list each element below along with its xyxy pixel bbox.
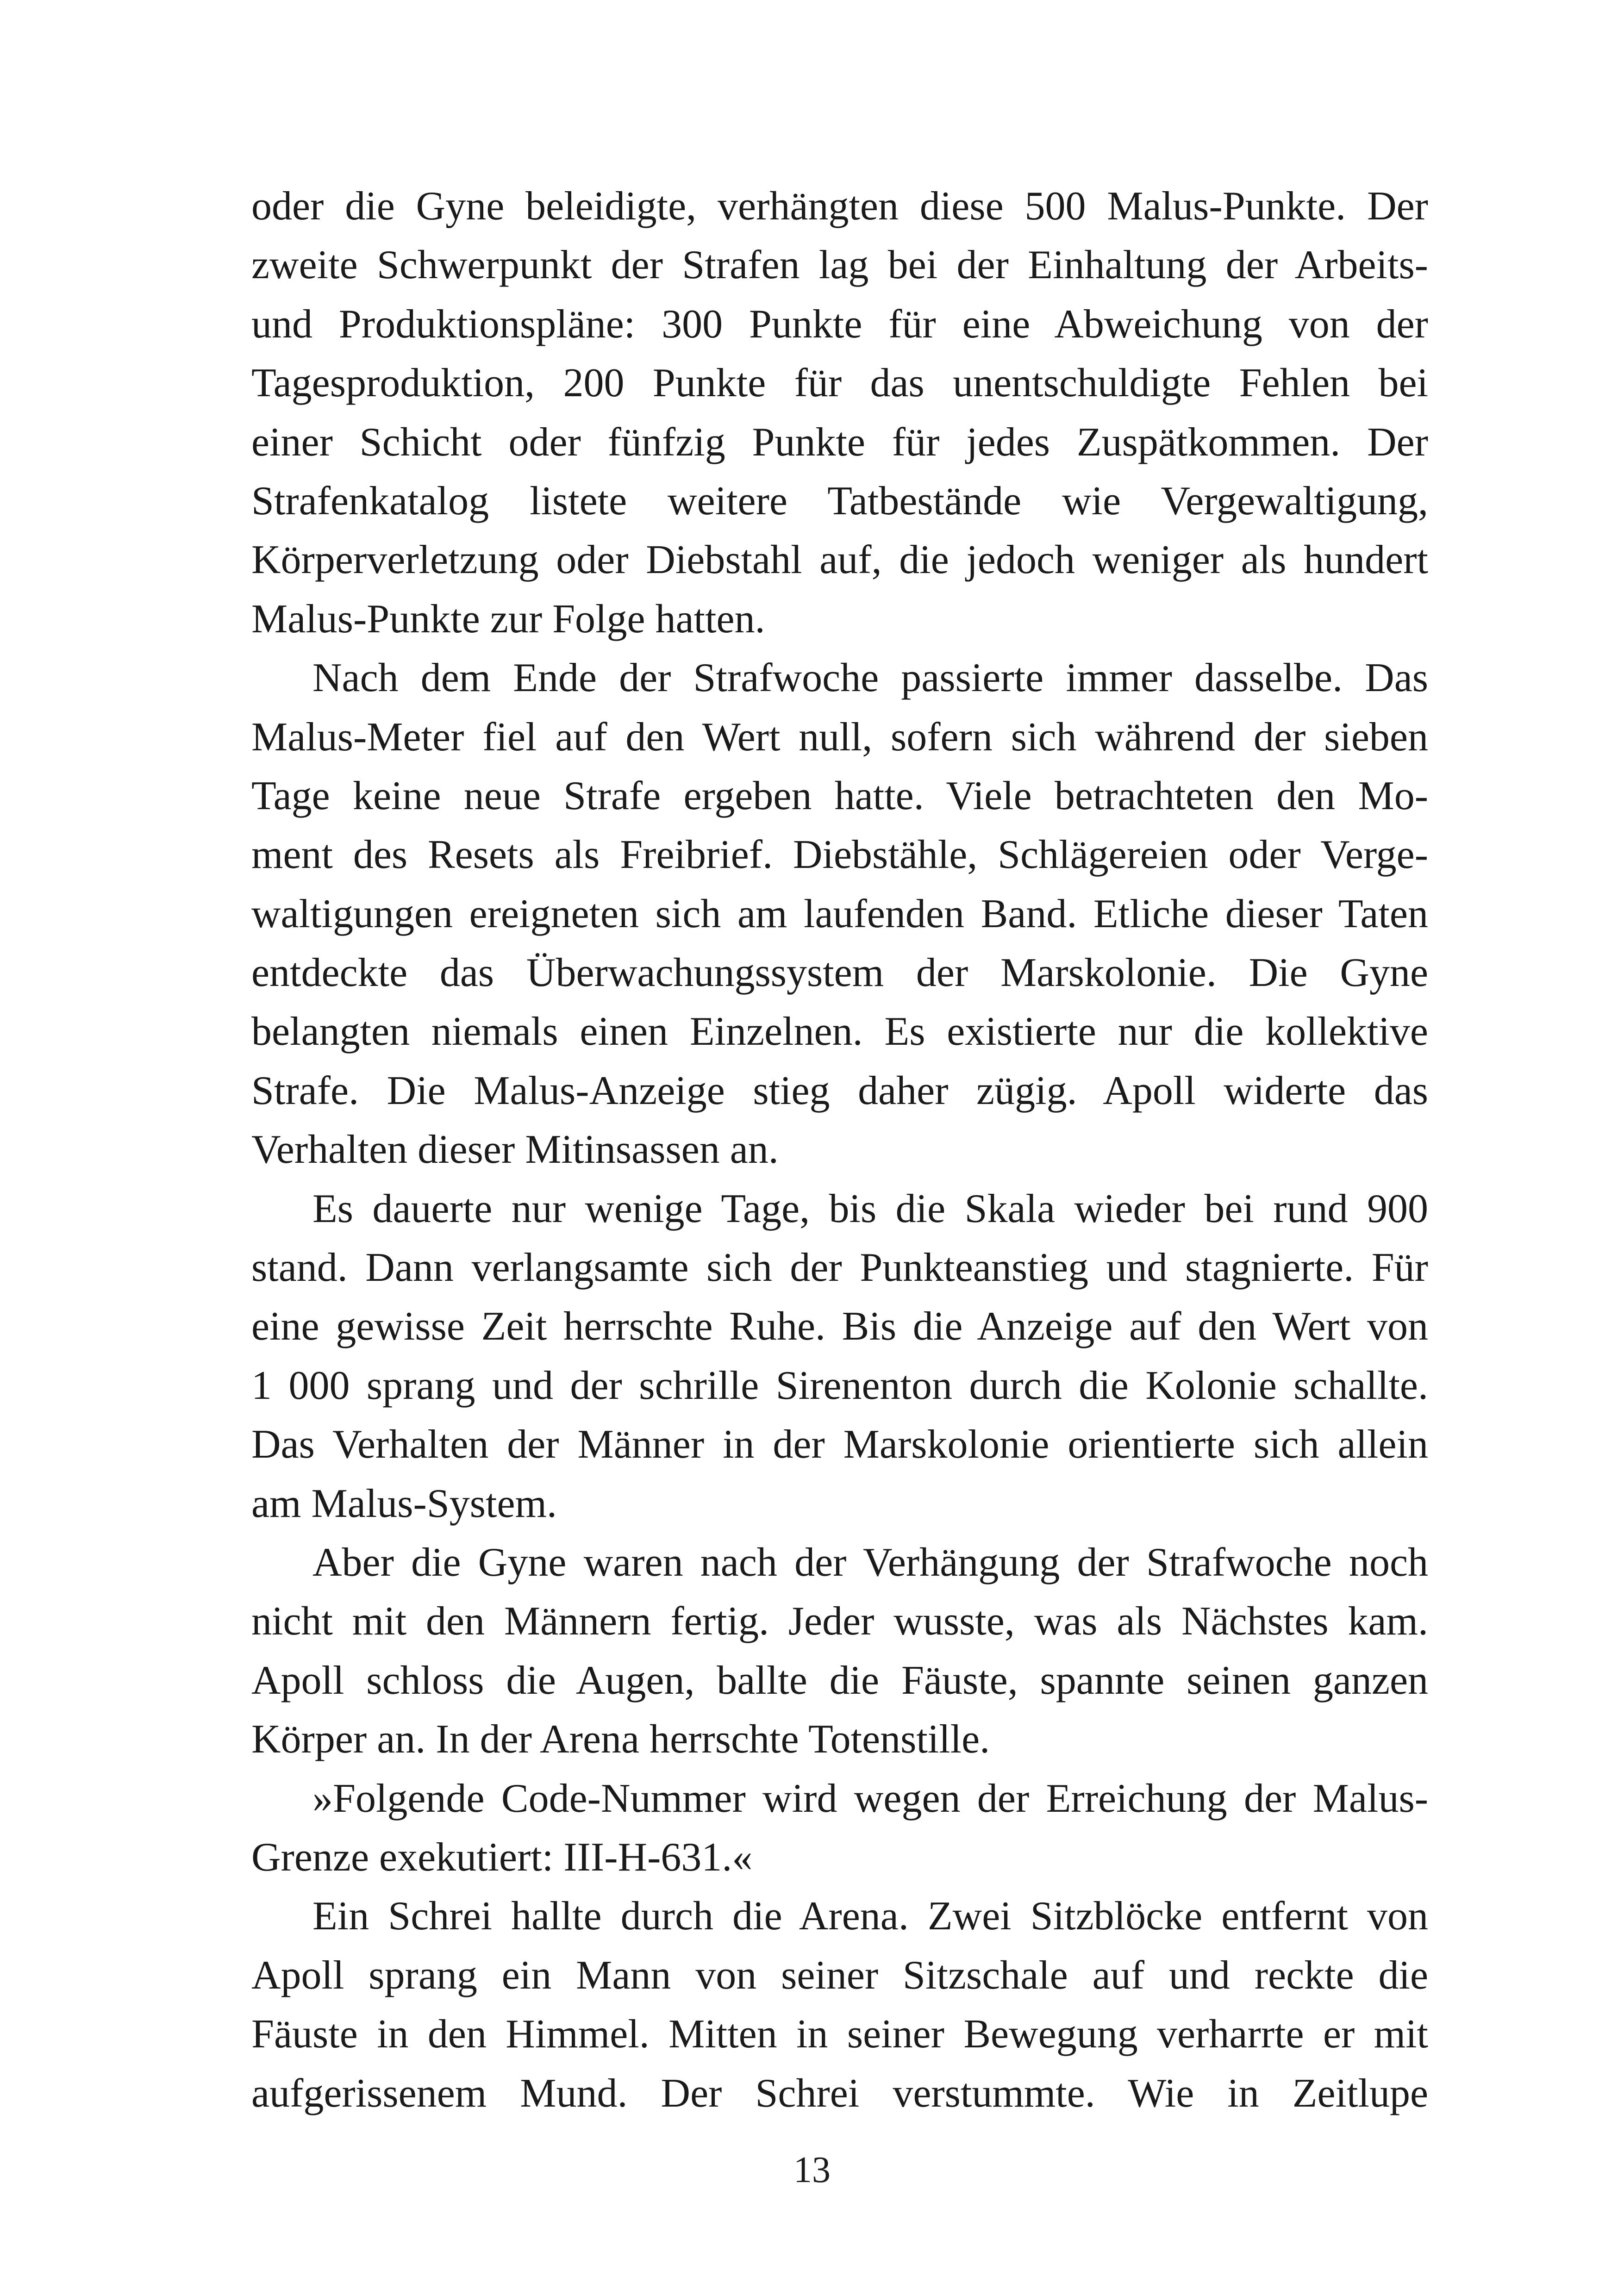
page-number: 13 xyxy=(793,2150,831,2190)
text-line: Apoll sprang ein Mann von seiner Sitzschale auf und reckte die xyxy=(251,1952,1428,1998)
text-line: Verhalten dieser Mitinsassen an. xyxy=(251,1127,779,1172)
text-line: Körper an. In der Arena herrschte Totenstille. xyxy=(251,1717,990,1762)
text-line: oder die Gyne beleidigte, verhängten diese 500 Malus-Punkte. Der xyxy=(251,184,1428,229)
text-line: Strafenkatalog listete weitere Tatbestände wie Vergewaltigung, xyxy=(251,478,1428,524)
paragraph xyxy=(251,649,1428,1179)
text-line: Strafe. Die Malus-Anzeige stieg daher zügig. Apoll widerte das xyxy=(251,1068,1428,1113)
paragraph xyxy=(251,1533,1428,1769)
text-line: Fäuste in den Himmel. Mitten in seiner Bewegung verharrte er mit xyxy=(251,2012,1428,2057)
text-line: Malus-Meter fiel auf den Wert null, sofern sich während der sieben xyxy=(251,714,1428,760)
text-line: einer Schicht oder fünfzig Punkte für jedes Zuspätkommen. Der xyxy=(251,419,1428,465)
text-line: Das Verhalten der Männer in der Marskolonie orientierte sich allein xyxy=(251,1422,1428,1467)
paragraph xyxy=(251,1179,1428,1533)
text-line: nicht mit den Männern fertig. Jeder wusste, was als Nächstes kam. xyxy=(251,1599,1428,1644)
text-line: Grenze exekutiert: III-H-631.« xyxy=(251,1834,753,1880)
text-line: Ein Schrei hallte durch die Arena. Zwei Sitzblöcke entfernt von xyxy=(312,1894,1428,1939)
text-line: waltigungen ereigneten sich am laufenden Band. Etliche dieser Taten xyxy=(251,891,1428,936)
text-line: Aber die Gyne waren nach der Verhängung der Strafwoche noch xyxy=(312,1540,1428,1585)
text-line: Nach dem Ende der Strafwoche passierte immer dasselbe. Das xyxy=(312,655,1428,701)
text-line: stand. Dann verlangsamte sich der Punkteanstieg und stagnierte. Für xyxy=(251,1245,1428,1291)
text-line: Apoll schloss die Augen, ballte die Fäuste, spannte seinen ganzen xyxy=(251,1658,1428,1703)
paragraph xyxy=(251,177,1428,649)
text-line: Tage keine neue Strafe ergeben hatte. Viele betrachteten den Mo- xyxy=(251,773,1428,818)
text-line: aufgerissenem Mund. Der Schrei verstummte. Wie in Zeitlupe xyxy=(251,2070,1428,2116)
text-line: entdeckte das Überwachungssystem der Marskolonie. Die Gyne xyxy=(251,950,1428,996)
text-line: Malus-Punkte zur Folge hatten. xyxy=(251,596,765,642)
text-line: zweite Schwerpunkt der Strafen lag bei der Einhaltung der Arbeits- xyxy=(251,243,1428,288)
text-line: Es dauerte nur wenige Tage, bis die Skala wieder bei rund 900 xyxy=(312,1186,1428,1231)
text-line: »Folgende Code-Nummer wird wegen der Erreichung der Malus- xyxy=(312,1776,1428,1821)
text-line: belangten niemals einen Einzelnen. Es existierte nur die kollektive xyxy=(251,1009,1428,1054)
paragraph xyxy=(251,1769,1428,1887)
text-line: Körperverletzung oder Diebstahl auf, die jedoch weniger als hundert xyxy=(251,537,1428,583)
body-text xyxy=(251,177,1428,2123)
paragraph xyxy=(251,1887,1428,2123)
text-line: eine gewisse Zeit herrschte Ruhe. Bis die Anzeige auf den Wert von xyxy=(251,1304,1428,1349)
text-line: 1 000 sprang und der schrille Sirenenton durch die Kolonie schallte. xyxy=(251,1363,1428,1408)
text-line: ment des Resets als Freibrief. Diebstähle, Schlägereien oder Verge- xyxy=(251,832,1428,878)
text-line: am Malus-System. xyxy=(251,1481,557,1526)
text-line: und Produktionspläne: 300 Punkte für eine Abweichung von der xyxy=(251,301,1428,347)
text-line: Tagesproduktion, 200 Punkte für das unentschuldigte Fehlen bei xyxy=(251,361,1428,406)
